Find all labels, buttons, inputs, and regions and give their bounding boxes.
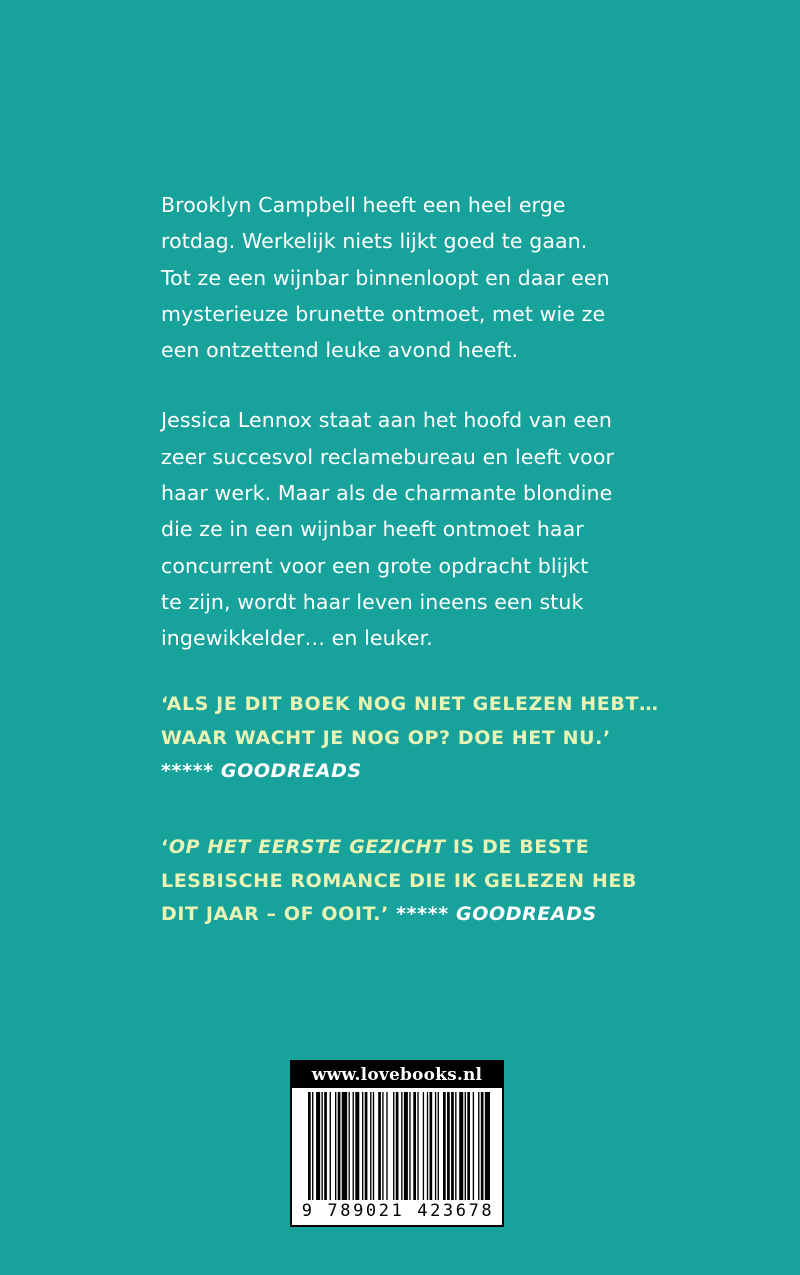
barcode-bar — [393, 1092, 394, 1200]
barcode-bar — [451, 1092, 454, 1200]
barcode-bar — [435, 1092, 436, 1200]
blurb-line: Tot ze een wijnbar binnenloopt en daar een — [161, 265, 610, 290]
barcode-bar — [473, 1092, 474, 1200]
barcode-bar — [322, 1092, 323, 1200]
blurb-line: ingewikkelder… en leuker. — [161, 626, 433, 651]
barcode-bar — [467, 1092, 470, 1200]
barcode-bar — [430, 1092, 433, 1200]
barcode-bar — [404, 1092, 408, 1200]
isbn-digits: 9 789021 423678 — [301, 1201, 495, 1221]
back-cover-blurb — [161, 187, 761, 657]
barcode-bar — [378, 1092, 381, 1200]
barcode-bar — [438, 1092, 439, 1200]
publisher-url: www.lovebooks.nl — [292, 1062, 502, 1088]
barcode-bar — [481, 1092, 484, 1200]
barcode-bar — [335, 1092, 336, 1200]
blurb-line: een ontzettend leuke avond heeft. — [161, 338, 519, 363]
blurb-line: te zijn, wordt haar leven ineens een stuk — [161, 589, 584, 614]
blurb-line: haar werk. Maar als de charmante blondine — [161, 481, 613, 506]
quote-source: ***** GOODREADS — [396, 903, 597, 925]
barcode-bar — [365, 1092, 368, 1200]
barcode-bar — [338, 1092, 341, 1200]
barcode-bar — [478, 1092, 479, 1200]
quote-line — [161, 831, 781, 865]
barcode-bar — [396, 1092, 399, 1200]
blurb-line: mysterieuze brunette ontmoet, met wie ze — [161, 301, 606, 326]
barcode-bar — [370, 1092, 371, 1200]
blurb-paragraph-1 — [161, 187, 761, 368]
barcode-bar — [455, 1092, 456, 1200]
barcode-bar — [373, 1092, 374, 1200]
barcode-bar — [413, 1092, 416, 1200]
barcode-bar — [409, 1092, 410, 1200]
blurb-line: Brooklyn Campbell heeft een heel erge — [161, 193, 566, 217]
blurb-paragraph-2 — [161, 402, 761, 656]
barcode-bar — [423, 1092, 424, 1200]
barcode-bar — [312, 1092, 313, 1200]
barcode-bar — [316, 1092, 320, 1200]
barcode-bar — [485, 1092, 490, 1200]
barcode-bar — [342, 1092, 347, 1200]
quote-line — [161, 898, 781, 932]
barcode-bars — [304, 1092, 490, 1200]
quote-line: LESBISCHE ROMANCE DIE IK GELEZEN HEB — [161, 869, 638, 892]
barcode-bar — [459, 1092, 463, 1200]
blurb-line: rotdag. Werkelijk niets lijkt goed te gaan. — [161, 229, 588, 254]
quote-text: DIT JAAR – OF OOIT.’ — [161, 903, 389, 925]
book-title: OP HET EERSTE GEZICHT — [168, 836, 446, 858]
review-quote-1 — [161, 688, 781, 789]
barcode-bar — [349, 1092, 350, 1200]
quote-line: ‘ALS JE DIT BOEK NOG NIET GELEZEN HEBT… — [161, 693, 659, 715]
barcode-bar — [447, 1092, 450, 1200]
isbn-barcode — [290, 1060, 504, 1227]
barcode-bar — [308, 1092, 311, 1200]
barcode-bar — [362, 1092, 363, 1200]
blurb-line: zeer succesvol reclamebureau en leeft voor — [161, 444, 614, 469]
quote-text: IS DE BESTE — [445, 836, 590, 858]
barcode-bar — [443, 1092, 446, 1200]
barcode-bar — [330, 1092, 331, 1200]
quote-open-mark: ‘ — [161, 836, 169, 858]
barcode-bar — [465, 1092, 466, 1200]
barcode-bar — [417, 1092, 418, 1200]
blurb-line: concurrent voor een grote opdracht blijkt — [161, 553, 589, 578]
barcode-bar — [401, 1092, 402, 1200]
review-quote-2 — [161, 831, 781, 932]
barcode-bar — [355, 1092, 359, 1200]
quote-line: WAAR WACHT JE NOG OP? DOE HET NU.’ — [161, 726, 611, 749]
blurb-line: die ze in een wijnbar heeft ontmoet haar — [161, 517, 584, 542]
blurb-line: Jessica Lennox staat aan het hoofd van een — [161, 408, 612, 433]
barcode-bar — [353, 1092, 354, 1200]
barcode-bar — [427, 1092, 428, 1200]
quote-source: ***** GOODREADS — [161, 760, 362, 782]
barcode-bar — [386, 1092, 387, 1200]
barcode-bar — [324, 1092, 327, 1200]
barcode-bar — [382, 1092, 383, 1200]
